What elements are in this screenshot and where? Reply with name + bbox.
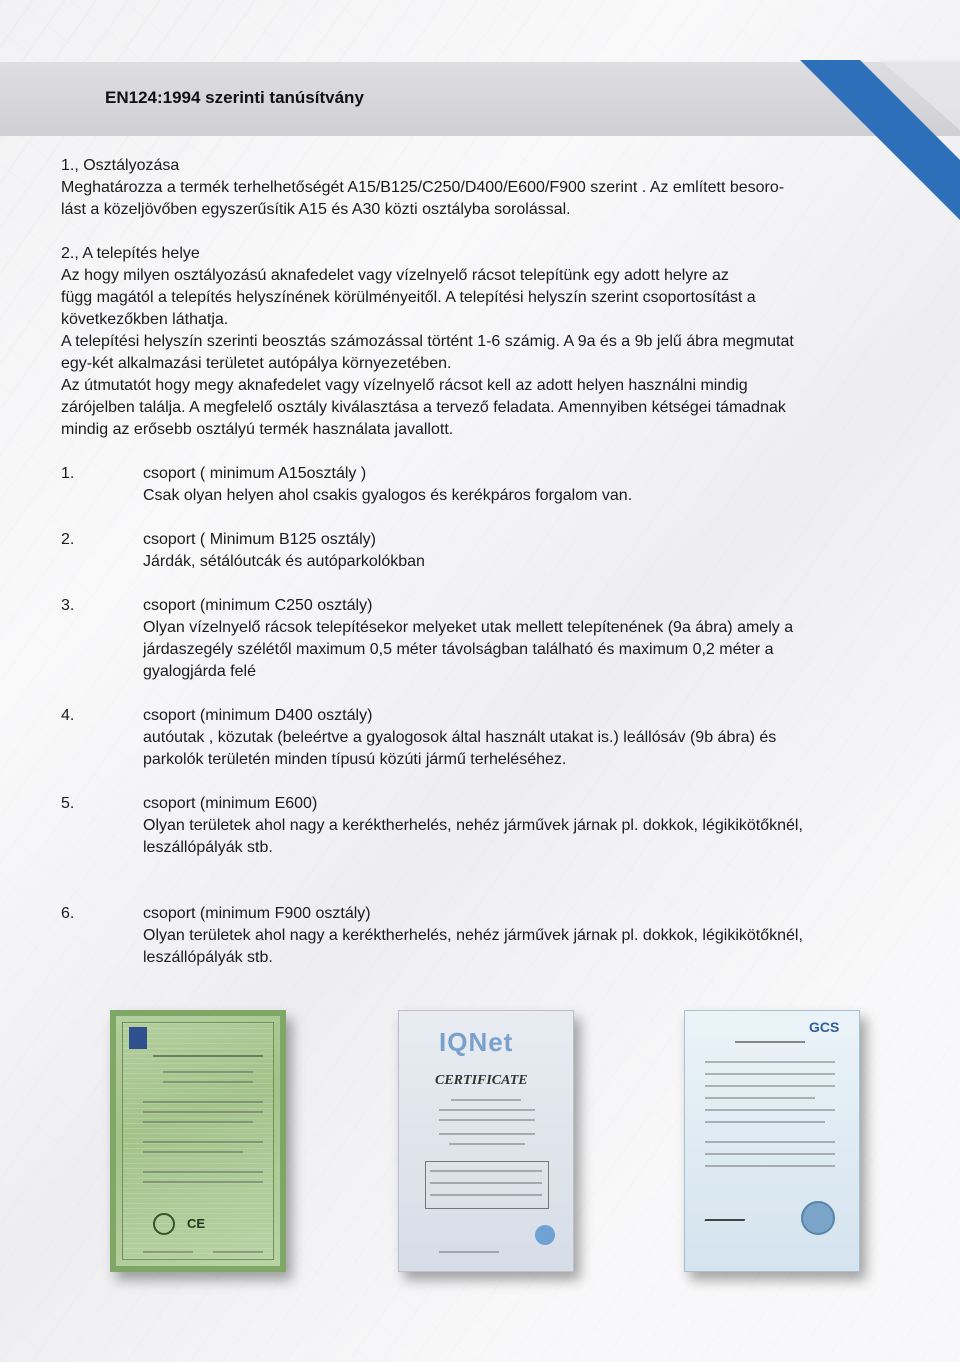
group-number: 1. — [61, 465, 75, 482]
group-line: gyalogjárda felé — [143, 663, 256, 680]
ce-mark-icon: CE — [187, 1216, 206, 1231]
group-title: csoport (minimum E600) — [143, 795, 318, 812]
section2-line: Az hogy milyen osztályozású aknafedelet vagy vízelnyelő rácsot telepítünk egy adott helyre az — [61, 267, 729, 284]
group-line: autóutak , közutak (beleértve a gyalogosok által használt utakat is.) leállósáv (9b ábra) és — [143, 729, 777, 746]
section2-line: zárójelben találja. A megfelelő osztály kiválasztása a tervező feladata. Amennyiben kétségei támadnak — [61, 399, 786, 416]
section2-line: függ magától a telepítés helyszínének körülményeitől. A telepítési helyszín szerint csoportosítást a — [61, 289, 756, 306]
gcs-logo: GCS — [809, 1019, 840, 1035]
document-body — [61, 155, 911, 991]
group-line: leszállópályák stb. — [143, 839, 273, 856]
seal-icon — [801, 1201, 835, 1235]
group-4 — [61, 705, 911, 771]
group-line: járdaszegély szélétől maximum 0,5 méter távolságban található és maximum 0,2 méter a — [143, 641, 774, 658]
group-5 — [61, 793, 911, 859]
group-title: csoport ( minimum A15osztály ) — [143, 465, 367, 482]
group-line: Járdák, sétálóutcák és autóparkolókban — [143, 553, 425, 570]
group-title: csoport (minimum C250 osztály) — [143, 597, 373, 614]
group-title: csoport (minimum F900 osztály) — [143, 905, 371, 922]
signature-icon — [704, 1207, 749, 1221]
section1-text-line: lást a közeljövőben egyszerűsítik A15 és A30 közti osztályba sorolással. — [61, 201, 571, 218]
section2-heading: 2., A telepítés helye — [61, 245, 200, 262]
section2-line: mindig az erősebb osztályú termék használata javallott. — [61, 421, 454, 438]
group-line: leszállópályák stb. — [143, 949, 273, 966]
group-3 — [61, 595, 911, 683]
iqnet-certificate-image — [398, 1010, 574, 1272]
group-title: csoport (minimum D400 osztály) — [143, 707, 373, 724]
seal-icon — [535, 1225, 555, 1245]
seal-icon — [153, 1213, 175, 1235]
group-2 — [61, 529, 911, 573]
section2-line: Az útmutatót hogy megy aknafedelet vagy vízelnyelő rácsot kell az adott helyen használni mindig — [61, 377, 748, 394]
iqnet-logo: IQNet — [439, 1027, 514, 1057]
group-number: 4. — [61, 707, 75, 724]
group-number: 6. — [61, 905, 75, 922]
group-line: Olyan területek ahol nagy a keréktherhelés, nehéz járművek járnak pl. dokkok, légikikötőknél, — [143, 927, 803, 944]
certificate-table — [425, 1161, 549, 1209]
certificate-title: CERTIFICATE — [435, 1073, 528, 1088]
section2-line: egy-két alkalmazási területet autópálya környezetében. — [61, 355, 452, 372]
group-number: 3. — [61, 597, 75, 614]
gcs-certificate-image — [684, 1010, 860, 1272]
group-1 — [61, 463, 911, 507]
section2-line: A telepítési helyszín szerinti beosztás számozással történt 1-6 számig. A 9a és a 9b jelű ábra megmutat — [61, 333, 794, 350]
section1-text-line: Meghatározza a termék terhelhetőségét A15/B125/C250/D400/E600/F900 szerint . Az említett besoro- — [61, 179, 785, 196]
group-number: 5. — [61, 795, 75, 812]
group-6 — [61, 903, 911, 969]
group-line: Olyan területek ahol nagy a keréktherhelés, nehéz járművek járnak pl. dokkok, légikikötőknél, — [143, 817, 803, 834]
group-line: parkolók területén minden típusú közúti jármű terheléséhez. — [143, 751, 567, 768]
cert-logo-icon — [129, 1027, 147, 1049]
ce-certificate-image — [110, 1010, 286, 1272]
certificates-row — [0, 1010, 960, 1280]
group-line: Csak olyan helyen ahol csakis gyalogos és kerékpáros forgalom van. — [143, 487, 633, 504]
group-line: Olyan vízelnyelő rácsok telepítésekor melyeket utak mellett telepítenének (9a ábra) amely a — [143, 619, 794, 636]
section1-heading: 1., Osztályozása — [61, 157, 180, 174]
section2-line: következőkben láthatja. — [61, 311, 229, 328]
page-title: EN124:1994 szerinti tanúsítvány — [105, 88, 364, 107]
group-title: csoport ( Minimum B125 osztály) — [143, 531, 376, 548]
group-number: 2. — [61, 531, 75, 548]
